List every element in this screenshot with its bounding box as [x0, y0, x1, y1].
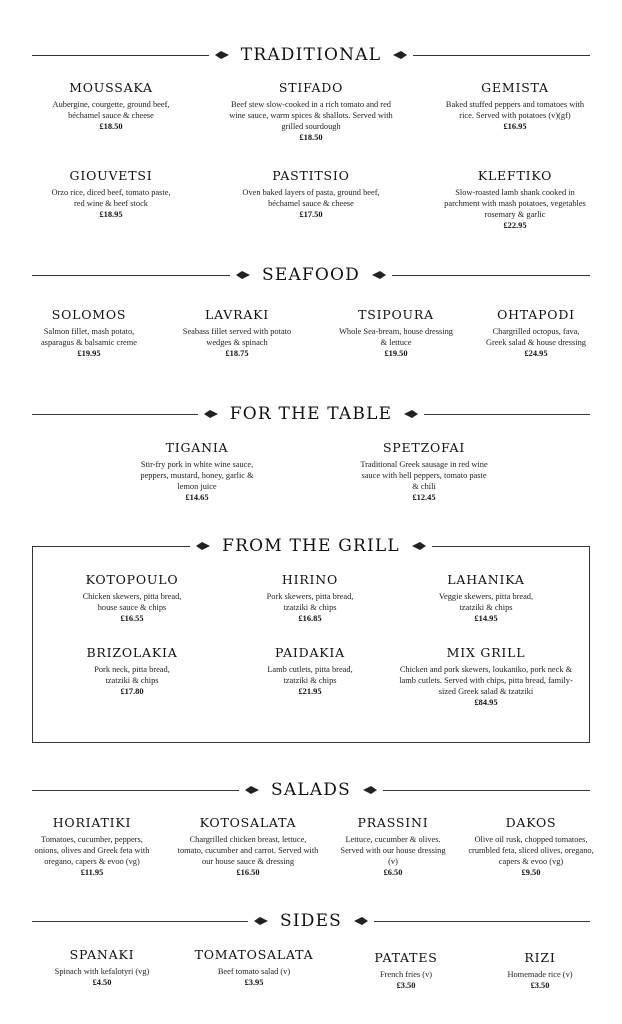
- menu-item-lavraki: [180, 307, 294, 359]
- item-description: Lamb cutlets, pitta bread, tzatziki & chips: [267, 665, 353, 685]
- item-price: £84.95: [474, 698, 498, 707]
- item-description: Chargrilled chicken breast, lettuce, tomato, cucumber and carrot. Served with our house sauce & dressing: [177, 835, 319, 866]
- item-name: TIGANIA: [165, 440, 229, 455]
- menu-item-tigania: [140, 440, 254, 503]
- item-price: £18.75: [225, 349, 249, 358]
- item-price: £17.80: [120, 687, 144, 696]
- divider-line: [432, 546, 590, 547]
- left-arrow-ornament-icon: [204, 409, 218, 419]
- item-price: £16.95: [503, 122, 527, 131]
- item-name: KOTOPOULO: [85, 572, 179, 587]
- item-price: £19.50: [384, 349, 408, 358]
- left-arrow-ornament-icon: [245, 785, 259, 795]
- menu-item-brizolakia: [82, 645, 182, 697]
- item-price: £18.50: [99, 122, 123, 131]
- menu-item-giouvetsi: [46, 168, 176, 220]
- menu-item-dakos: [464, 815, 598, 878]
- item-price: £18.95: [99, 210, 123, 219]
- item-name: SOLOMOS: [51, 307, 127, 322]
- item-description: French fries (v): [379, 970, 433, 979]
- item-description: Beef stew slow-cooked in a rich tomato and red wine sauce, warm spices & shallots. Served with grilled sourdough: [229, 100, 393, 131]
- menu-item-tomatosalata: [194, 947, 314, 988]
- item-name: HIRINO: [281, 572, 339, 587]
- item-name: DAKOS: [505, 815, 557, 830]
- right-arrow-ornament-icon: [393, 50, 407, 60]
- item-name: SPANAKI: [69, 947, 135, 962]
- item-description: Salmon fillet, mash potato, asparagus & balsamic creme: [40, 327, 138, 347]
- divider-line: [32, 921, 248, 922]
- section-title: TRADITIONAL: [240, 45, 382, 65]
- item-name: GEMISTA: [481, 80, 549, 95]
- item-price: £6.50: [383, 868, 403, 877]
- left-arrow-ornament-icon: [236, 270, 250, 280]
- item-name: LAVRAKI: [204, 307, 270, 322]
- item-description: Orzo rice, diced beef, tomato paste, red wine & beef stock: [51, 188, 171, 208]
- menu-item-solomos: [30, 307, 148, 359]
- item-name: TOMATOSALATA: [194, 947, 314, 962]
- menu-item-gemista: [440, 80, 590, 132]
- item-name: PRASSINI: [357, 815, 429, 830]
- section-header-from-the-grill: [32, 535, 590, 557]
- item-description: Pork neck, pitta bread, tzatziki & chips: [94, 665, 170, 685]
- menu-item-hirino: [260, 572, 360, 624]
- item-price: £3.50: [396, 981, 416, 990]
- item-price: £18.50: [299, 133, 323, 142]
- item-price: £16.55: [120, 614, 144, 623]
- item-name: GIOUVETSI: [69, 168, 153, 183]
- menu-item-mix-grill: [398, 645, 574, 708]
- item-name: STIFADO: [278, 80, 344, 95]
- section-header-seafood: [32, 264, 590, 286]
- section-title: SALADS: [271, 780, 351, 800]
- divider-line: [374, 921, 590, 922]
- menu-item-ohtapodi: [482, 307, 590, 359]
- item-description: Seabass fillet served with potato wedges & spinach: [182, 327, 292, 347]
- menu-item-rizi: [490, 950, 590, 991]
- item-name: SPETZOFAI: [382, 440, 466, 455]
- item-description: Chicken and pork skewers, loukaniko, pork neck & lamb cutlets. Served with chips, pitta bread, family-sized Greek salad & tzatziki: [399, 665, 573, 696]
- item-price: £21.95: [298, 687, 322, 696]
- menu-item-paidakia: [260, 645, 360, 697]
- left-arrow-ornament-icon: [215, 50, 229, 60]
- divider-line: [32, 55, 209, 56]
- section-title: FROM THE GRILL: [222, 536, 400, 556]
- item-price: £4.50: [92, 978, 112, 987]
- item-price: £16.50: [236, 868, 260, 877]
- right-arrow-ornament-icon: [372, 270, 386, 280]
- item-description: Beef tomato salad (v): [217, 967, 291, 976]
- item-price: £24.95: [524, 349, 548, 358]
- item-name: OHTAPODI: [497, 307, 575, 322]
- divider-line: [392, 275, 590, 276]
- item-description: Homemade rice (v): [507, 970, 573, 979]
- menu-item-tsipoura: [338, 307, 454, 359]
- item-name: TSIPOURA: [358, 307, 434, 322]
- item-price: £3.50: [530, 981, 550, 990]
- section-header-sides: [32, 910, 590, 932]
- item-name: PAIDAKIA: [275, 645, 345, 660]
- section-title: FOR THE TABLE: [229, 404, 393, 424]
- item-price: £22.95: [503, 221, 527, 230]
- menu-item-stifado: [224, 80, 398, 143]
- divider-line: [424, 414, 590, 415]
- item-description: Chicken skewers, pitta bread, house sauce & chips: [82, 592, 182, 612]
- divider-line: [32, 275, 230, 276]
- item-description: Chargrilled octopus, fava, Greek salad & house dressing: [485, 327, 586, 347]
- item-description: Whole Sea-bream, house dressing & lettuce: [339, 327, 453, 347]
- divider-line: [32, 546, 190, 547]
- menu-item-kotosalata: [176, 815, 320, 878]
- menu-item-kleftiko: [440, 168, 590, 231]
- item-description: Olive oil rusk, chopped tomatoes, crumbled feta, sliced olives, oregano, capers & evoo (vg): [468, 835, 594, 866]
- item-price: £16.85: [298, 614, 322, 623]
- item-price: £17.50: [299, 210, 323, 219]
- item-price: £3.95: [244, 978, 264, 987]
- item-name: MIX GRILL: [446, 645, 526, 660]
- item-name: LAHANIKA: [447, 572, 525, 587]
- item-name: PASTITSIO: [272, 168, 350, 183]
- menu-item-prassini: [338, 815, 448, 878]
- item-description: Aubergine, courgette, ground beef, béchamel sauce & cheese: [52, 100, 170, 120]
- item-name: MOUSSAKA: [69, 80, 153, 95]
- left-arrow-ornament-icon: [196, 541, 210, 551]
- right-arrow-ornament-icon: [363, 785, 377, 795]
- section-header-salads: [32, 779, 590, 801]
- divider-line: [383, 790, 590, 791]
- divider-line: [413, 55, 590, 56]
- item-description: Slow-roasted lamb shank cooked in parchment with mash potatoes, vegetables rosemary & garlic: [444, 188, 586, 219]
- item-price: £9.50: [521, 868, 541, 877]
- item-name: KOTOSALATA: [199, 815, 297, 830]
- item-description: Traditional Greek sausage in red wine sauce with bell peppers, tomato paste & chili: [360, 460, 488, 491]
- item-description: Lettuce, cucumber & olives. Served with our house dressing (v): [340, 835, 446, 866]
- item-name: RIZI: [524, 950, 556, 965]
- item-description: Spinach with kefalotyri (vg): [54, 967, 150, 976]
- item-description: Oven baked layers of pasta, ground beef, béchamel sauce & cheese: [242, 188, 380, 208]
- item-price: £12.45: [412, 493, 436, 502]
- section-header-traditional: [32, 44, 590, 66]
- menu-item-pastitsio: [238, 168, 384, 220]
- item-name: BRIZOLAKIA: [86, 645, 178, 660]
- item-description: Stir-fry pork in white wine sauce, peppers, mustard, honey, garlic & lemon juice: [140, 460, 254, 491]
- item-name: KLEFTIKO: [477, 168, 553, 183]
- section-title: SEAFOOD: [261, 265, 361, 285]
- item-price: £11.95: [80, 868, 104, 877]
- section-title: SIDES: [279, 911, 343, 931]
- item-description: Veggie skewers, pitta bread, tzatziki & chips: [438, 592, 534, 612]
- item-description: Tomatoes, cucumber, peppers, onions, olives and Greek feta with oregano, capers & evoo (vg): [34, 835, 150, 866]
- menu-item-spetzofai: [360, 440, 488, 503]
- menu-item-lahanika: [436, 572, 536, 624]
- item-description: Pork skewers, pitta bread, tzatziki & chips: [266, 592, 354, 612]
- item-name: PATATES: [374, 950, 438, 965]
- item-description: Baked stuffed peppers and tomatoes with rice. Served with potatoes (v)(gf): [445, 100, 585, 120]
- item-price: £19.95: [77, 349, 101, 358]
- divider-line: [32, 414, 198, 415]
- item-price: £14.65: [185, 493, 209, 502]
- item-name: HORIATIKI: [52, 815, 132, 830]
- menu-item-horiatiki: [28, 815, 156, 878]
- menu-item-kotopoulo: [74, 572, 190, 624]
- menu-item-patates: [356, 950, 456, 991]
- menu-item-moussaka: [40, 80, 182, 132]
- right-arrow-ornament-icon: [354, 916, 368, 926]
- divider-line: [32, 790, 239, 791]
- right-arrow-ornament-icon: [412, 541, 426, 551]
- item-price: £14.95: [474, 614, 498, 623]
- right-arrow-ornament-icon: [404, 409, 418, 419]
- section-header-for-the-table: [32, 403, 590, 425]
- menu-item-spanaki: [40, 947, 164, 988]
- left-arrow-ornament-icon: [254, 916, 268, 926]
